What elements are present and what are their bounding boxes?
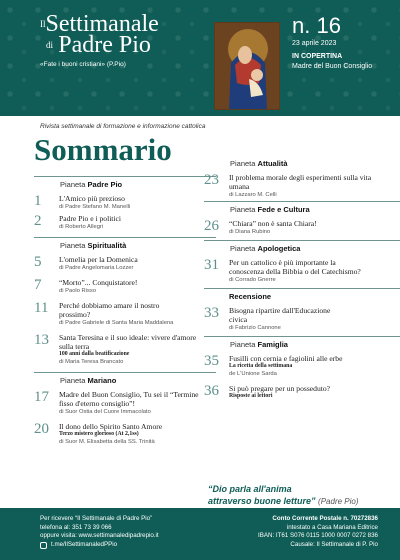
page-number: 36 [204, 383, 219, 399]
page-number: 5 [34, 254, 42, 270]
page-number: 23 [204, 172, 219, 188]
entry-author: di Padre Gabriele di Santa Maria Maddalena [59, 320, 174, 326]
causale: Causale: Il Settimanale di P. Pio [290, 540, 378, 548]
section-name: Apologetica [257, 244, 301, 253]
subscribe-info [40, 515, 159, 549]
entry-title: Santa Teresina e il suo ideale: vivere d'amore sulla terra [59, 333, 197, 351]
section-mariano [34, 372, 216, 387]
toc-entry[interactable] [204, 306, 400, 332]
toc-entry[interactable] [34, 214, 216, 231]
section-prefix: Pianeta [60, 180, 86, 189]
section-prefix: Pianeta [230, 205, 256, 214]
section-prefix: Pianeta [230, 159, 256, 168]
entry-title: L'omelia per la Domenica [59, 255, 138, 264]
entry-subtitle: La ricetta della settimana [229, 363, 293, 369]
issue-info [292, 14, 372, 70]
entry-title: Il problema morale degli esperimenti sulla vita umana [229, 173, 372, 191]
page-title: Sommario [34, 132, 172, 167]
entry-author: de L'Unione Sarda [229, 371, 277, 377]
section-attualita [204, 156, 400, 170]
entry-title: Fusilli con cernia e fagiolini alle erbe [229, 354, 343, 363]
masthead-padre-pio: Padre Pio [58, 32, 151, 58]
toc-entry[interactable] [204, 384, 400, 400]
toc-entry[interactable] [34, 255, 216, 272]
section-name: Recensione [229, 292, 272, 301]
cover-madonna-image [214, 22, 280, 110]
section-name: Padre Pio [87, 180, 123, 189]
quote-line-2: attraverso buone letture” [208, 496, 316, 506]
entry-subtitle: Risposte ai lettori [229, 393, 273, 399]
toc-entry[interactable] [204, 258, 400, 284]
page-number: 35 [204, 353, 219, 369]
toc-right-column [204, 156, 400, 400]
page-number: 13 [34, 332, 49, 348]
section-prefix: Pianeta [60, 376, 86, 385]
entry-title: “Chiara” non è santa Chiara! [229, 219, 317, 228]
section-name: Famiglia [257, 340, 288, 349]
copertina-title: Madre del Buon Consiglio [292, 63, 373, 70]
telegram-icon [40, 542, 47, 549]
page-number: 33 [204, 305, 219, 321]
entry-title: Madre del Buon Consiglio, Tu sei il “Termine fisso d'eterno consiglio”! [59, 390, 199, 408]
footer-banner [0, 508, 400, 560]
entry-author: di Fabrizio Cannone [229, 325, 281, 331]
entry-title: “Morto”... Conquistatore! [59, 278, 138, 287]
section-padre-pio [34, 176, 216, 191]
quote-line-1: “Dio parla all'anima [208, 484, 292, 494]
entry-subtitle: Terzo mistero glorioso (At 2,1ss) [59, 431, 139, 437]
toc-entry[interactable] [34, 194, 216, 211]
header-banner [0, 0, 400, 116]
issue-number: n. 16 [292, 13, 341, 38]
page-number: 26 [204, 218, 219, 234]
section-prefix: Pianeta [60, 241, 86, 250]
entry-title: Per un cattolico è più importante la conoscenza della Bibbia o del Catechismo? [229, 258, 361, 276]
entry-title: L'Amico più prezioso [59, 194, 125, 203]
page-number: 7 [34, 277, 42, 293]
page-number: 20 [34, 421, 49, 437]
telegram-link[interactable]: t.me/IlSettimanaledPPio [51, 540, 118, 548]
toc-entry[interactable] [34, 390, 216, 416]
page-number: 31 [204, 257, 219, 273]
toc-entry[interactable] [34, 301, 216, 327]
section-fede-cultura [204, 201, 400, 216]
entry-author: di Padre Stefano M. Manelli [59, 204, 131, 210]
subscribe-text: Per ricevere “Il Settimanale di Padre Pio” [40, 515, 153, 522]
section-prefix: Pianeta [230, 340, 256, 349]
entry-title: Padre Pio e i politici [59, 214, 122, 223]
toc-entry[interactable] [34, 333, 216, 366]
phone-number[interactable]: telefona al: 351 73 39 066 [40, 523, 112, 531]
entry-author: di Suor Ostia del Cuore Immacolato [59, 409, 151, 415]
page-number: 11 [34, 300, 49, 316]
toc-entry[interactable] [204, 173, 400, 199]
toc-left-column [34, 176, 216, 446]
section-apologetica [204, 240, 400, 255]
entry-author: di Paolo Risso [59, 288, 97, 294]
masthead-settimanale: Settimanale [45, 11, 159, 37]
conto-corrente: Conto Corrente Postale n. 70272836 [272, 515, 378, 522]
section-famiglia [204, 336, 400, 351]
entry-title: Si può pregare per un posseduto? [229, 384, 331, 393]
entry-title: Perché dobbiamo amare il nostro prossimo? [59, 301, 160, 319]
toc-entry[interactable] [204, 354, 400, 378]
page-number: 17 [34, 389, 49, 405]
entry-author: di Corrado Gnerre [229, 277, 276, 283]
entry-author: di Padre Angelomaria Lozzer [59, 265, 134, 271]
quote-author: (Padre Pio) [318, 497, 359, 506]
entry-author: di Maria Teresa Brancato [59, 359, 124, 365]
masthead-motto: «Fate i buoni cristiani» (P.Pio) [40, 61, 126, 68]
magazine-tagline: Rivista settimanale di formazione e informazione cattolica [40, 123, 206, 130]
entry-author: di Diana Rubino [229, 229, 271, 235]
payment-info [258, 515, 378, 549]
toc-entry[interactable] [34, 278, 216, 295]
issue-date: 23 aprile 2023 [292, 40, 337, 47]
section-name: Attualità [257, 159, 288, 168]
masthead [40, 11, 200, 68]
section-name: Spiritualità [87, 241, 127, 250]
masthead-di: di [46, 40, 54, 50]
entry-author: di Roberto Allegri [59, 224, 104, 230]
website-link[interactable]: oppure visita: www.settimanaledipadrepio.it [40, 532, 159, 540]
section-recensione [204, 288, 400, 303]
intestazione: intestato a Casa Mariana Editrice [286, 523, 378, 531]
copertina-label: IN COPERTINA [292, 53, 343, 60]
masthead-il: Il [40, 19, 46, 29]
toc-entry[interactable] [204, 219, 400, 236]
entry-author: di Suor M. Elisabetta della SS. Trinità [59, 439, 155, 445]
iban: IBAN: IT61 S076 0115 1000 0007 0272 836 [258, 532, 378, 540]
section-name: Fede e Cultura [257, 205, 310, 214]
entry-title: Il dono dello Spirito Santo Amore [59, 422, 163, 431]
padre-pio-quote [208, 483, 398, 508]
section-name: Mariano [87, 376, 117, 385]
page-number: 2 [34, 213, 42, 229]
toc-entry[interactable] [34, 422, 216, 446]
section-prefix: Pianeta [230, 244, 256, 253]
page-number: 1 [34, 193, 42, 209]
entry-title: Bisogna ripartire dall'Educazione civica [229, 306, 331, 324]
entry-author: di Lazzaro M. Celli [229, 192, 277, 198]
entry-subtitle: 100 anni dalla beatificazione [59, 351, 130, 357]
section-spiritualita [34, 237, 216, 252]
